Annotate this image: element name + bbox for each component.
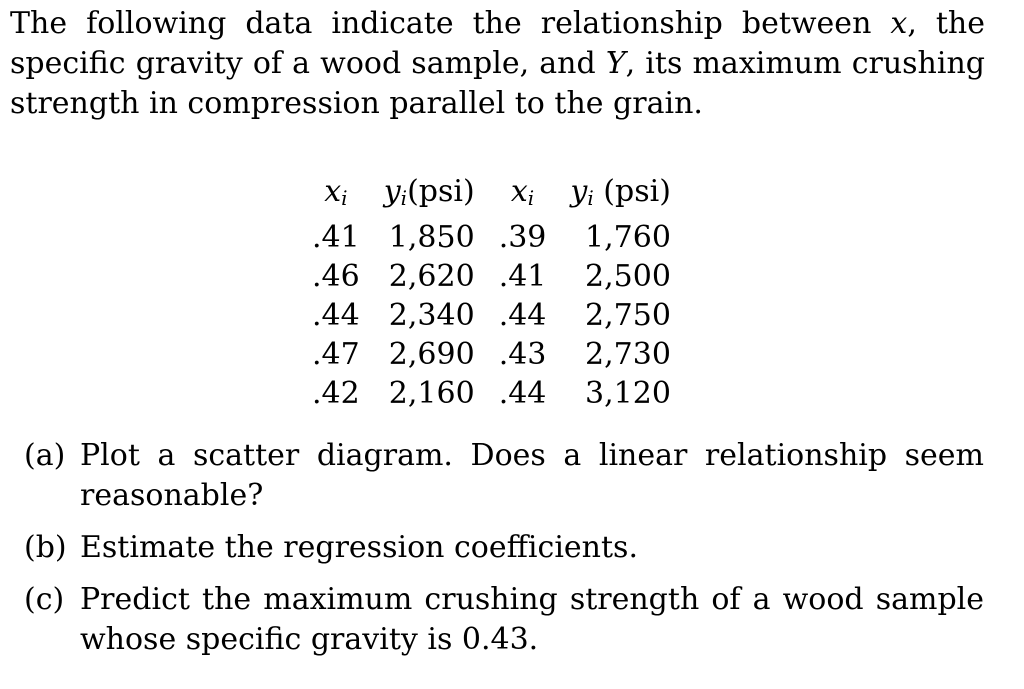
- table-cell: .42: [312, 376, 360, 411]
- table-cell: .44: [498, 298, 547, 333]
- problem-statement: [10, 4, 985, 124]
- question-label: (a): [24, 438, 66, 473]
- table-row: [300, 218, 683, 257]
- table-cell: .44: [312, 298, 360, 333]
- table-cell: 2,340: [388, 298, 475, 333]
- question-text: Predict the maximum crushing strength of a wood sample whose specific gravity is 0.43.: [80, 582, 984, 657]
- question-label: (b): [24, 530, 67, 565]
- header-x-2: xi: [510, 174, 535, 210]
- question-b: [24, 528, 984, 568]
- table-cell: 1,850: [388, 220, 475, 255]
- table-cell: .46: [312, 259, 360, 294]
- question-c: [24, 580, 984, 660]
- table-cell: .41: [312, 220, 360, 255]
- table-cell: 2,620: [388, 259, 475, 294]
- variable-y: Y: [605, 46, 626, 81]
- table-cell: .39: [498, 220, 547, 255]
- intro-text-1: The following data indicate the relationship between: [10, 6, 891, 41]
- table-cell: 3,120: [585, 376, 671, 411]
- table-header-row: [300, 172, 683, 218]
- question-text: Plot a scatter diagram. Does a linear relationship seem reasonable?: [80, 438, 984, 513]
- header-x-1: xi: [324, 174, 348, 210]
- table-cell: 2,160: [388, 376, 475, 411]
- question-a: [24, 436, 984, 516]
- table-cell: 2,750: [585, 298, 671, 333]
- table-row: [300, 374, 683, 413]
- table-cell: 2,690: [388, 337, 475, 372]
- question-text: Estimate the regression coefficients.: [80, 530, 638, 565]
- question-label: (c): [24, 582, 65, 617]
- table-cell: .47: [312, 337, 360, 372]
- table-cell: 2,730: [585, 337, 671, 372]
- table-cell: .41: [498, 259, 547, 294]
- intro-text-2: , the specific gravity of a wood sample, and: [10, 6, 986, 81]
- header-y-1: yi(psi): [383, 174, 475, 210]
- table-cell: 1,760: [585, 220, 671, 255]
- variable-x: x: [890, 6, 908, 41]
- data-table: [300, 172, 683, 413]
- header-y-2: yi (psi): [570, 174, 671, 210]
- table-row: [300, 335, 683, 374]
- table-row: [300, 296, 683, 335]
- table-cell: .43: [498, 337, 547, 372]
- table-row: [300, 257, 683, 296]
- intro-text-3: , its maximum crushing strength in compression parallel to the grain.: [10, 46, 985, 121]
- table-cell: .44: [498, 376, 547, 411]
- question-list: [24, 436, 984, 672]
- table-cell: 2,500: [585, 259, 671, 294]
